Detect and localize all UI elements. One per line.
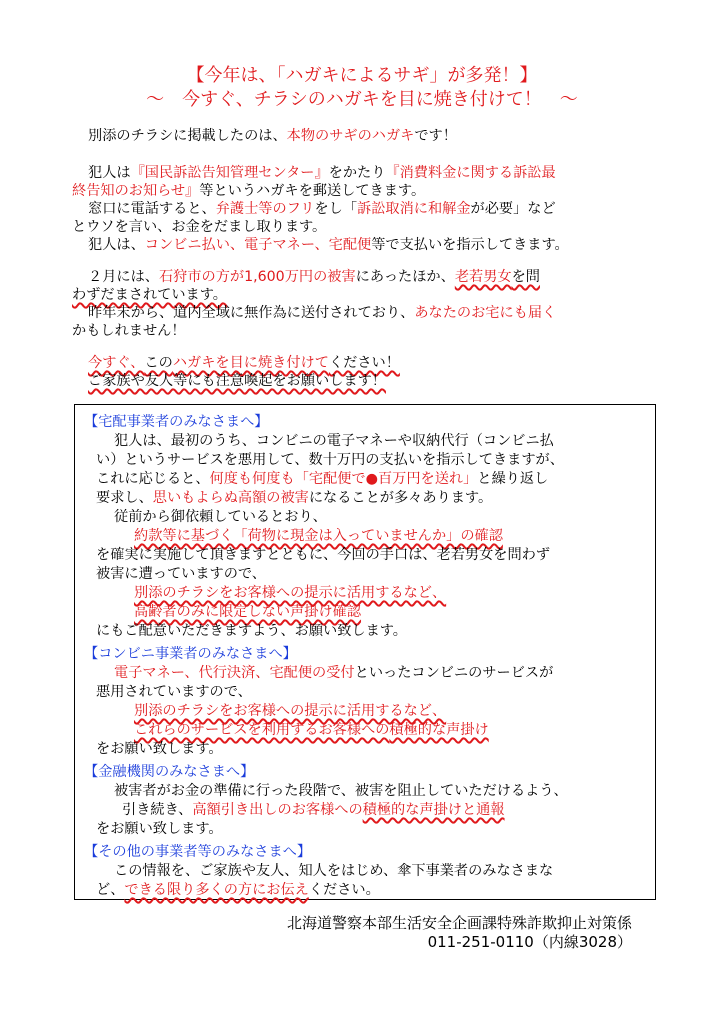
- intro-line: 犯人は、コンビニ払い、電子マネー、宅配便等で支払いを指示してきます。: [88, 237, 569, 253]
- intro-line: とウソを言い、お金をだまし取ります。: [72, 219, 327, 235]
- others-line: ど、できる限り多くの方にお伝えください。: [96, 882, 380, 898]
- issuer-office: 北海道警察本部生活安全企画課特殊詐欺抑止対策係: [286, 914, 632, 932]
- intro-line: 終告知のお知らせ』等というハガキを郵送してきます。: [72, 183, 426, 199]
- flyer-title: [70, 64, 654, 112]
- finance-line: 引き続き、高額引き出しのお客様への積極的な声掛けと通報: [122, 802, 505, 818]
- others-line: この情報を、ご家族や友人、知人をはじめ、傘下事業者のみなさまな: [114, 863, 554, 879]
- section-heading-delivery: 【宅配事業者のみなさまへ】: [84, 414, 269, 430]
- intro-line: ご家族や友人等にも注意喚起をお願いします！: [88, 373, 386, 389]
- convenience-line: をお願い致します。: [96, 741, 223, 757]
- delivery-line: い）というサービスを悪用して、数十万円の支払いを指示してきますが、: [96, 452, 564, 468]
- delivery-line: 被害に遭っていますので、: [96, 566, 266, 582]
- intro-line: ２月には、石狩市の方が1,600万円の被害にあったほか、老若男女を問: [88, 269, 540, 285]
- convenience-line: 電子マネー、代行決済、宅配便の受付といったコンビニのサービスが: [114, 665, 554, 681]
- delivery-line: 要求し、思いもよらぬ高額の被害になることが多々あります。: [96, 490, 493, 506]
- intro-line: かもしれません！: [72, 323, 186, 339]
- intro-line: 別添のチラシに掲載したのは、本物のサギのハガキです！: [88, 128, 457, 144]
- finance-line: 被害者がお金の準備に行った段階で、被害を阻止していただけるよう、: [114, 783, 568, 799]
- issuer-phone: 011-251-0110（内線3028）: [427, 933, 632, 951]
- delivery-line: 高齢者のみに限定しない声掛け確認: [134, 604, 362, 620]
- section-heading-others: 【その他の事業者等のみなさまへ】: [84, 844, 312, 860]
- intro-line: わずだまされています。: [72, 287, 227, 303]
- finance-line: をお願い致します。: [96, 821, 223, 837]
- convenience-line: 別添のチラシをお客様への提示に活用するなど、: [134, 703, 447, 719]
- delivery-line: 従前から御依頼しているとおり、: [114, 509, 327, 525]
- delivery-line: 犯人は、最初のうち、コンビニの電子マネーや収納代行（コンビニ払: [114, 433, 554, 449]
- section-heading-convenience: 【コンビニ事業者のみなさまへ】: [84, 646, 297, 662]
- title-line-1: 【今年は、「ハガキによるサギ」が多発！】: [186, 65, 538, 86]
- intro-line: 昨年末から、道内全域に無作為に送付されており、あなたのお宅にも届く: [88, 305, 557, 321]
- delivery-line: 別添のチラシをお客様への提示に活用するなど、: [134, 585, 447, 601]
- delivery-line: 約款等に基づく「荷物に現金は入っていませんか」の確認: [134, 528, 503, 544]
- section-heading-finance: 【金融機関のみなさまへ】: [84, 764, 255, 780]
- delivery-line: これに応じると、何度も何度も「宅配便で●百万円を送れ」と繰り返し: [96, 471, 549, 487]
- convenience-line: 悪用されていますので、: [96, 684, 252, 700]
- title-line-2: ～ 今すぐ、チラシのハガキを目に焼き付けて！ ～: [146, 89, 578, 110]
- convenience-line: これらのサービスを利用するお客様への積極的な声掛け: [134, 722, 489, 738]
- intro-line: 今すぐ、このハガキを目に焼き付けてください！: [88, 355, 400, 371]
- intro-line: 窓口に電話すると、弁護士等のフリをし「訴訟取消に和解金が必要」など: [88, 201, 556, 217]
- intro-line: 犯人は『国民訴訟告知管理センター』をかたり『消費料金に関する訴訟最: [88, 165, 556, 181]
- delivery-line: にもご配意いただきますよう、お願い致します。: [96, 623, 407, 639]
- delivery-line: を確実に実施して頂きますとともに、今回の手口は、老若男女を問わず: [96, 547, 551, 563]
